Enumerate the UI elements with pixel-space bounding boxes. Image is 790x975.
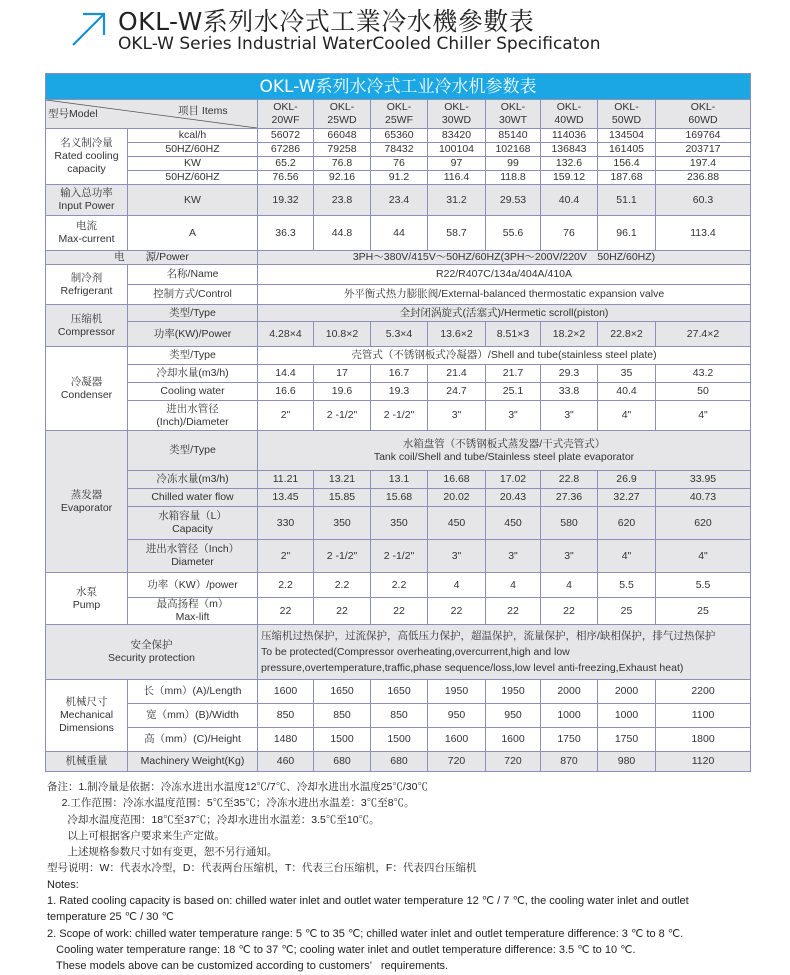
span-cell: 压缩机过热保护，过流保护，高低压力保护，超温保护，流量保护，相序/缺相保护，排气过热保护 To be protected(Compressor overheating,overcurrent,high and low pressure,overtemperature,traffic,phase sequence/loss,low level anti-freezing,Exhaust heat): [258, 625, 751, 680]
value-cell: 27.4×2: [656, 322, 751, 347]
value-cell: 13.21: [314, 471, 371, 489]
table-row: [46, 471, 751, 489]
value-cell: 26.9: [598, 471, 656, 489]
table-row: [46, 728, 751, 752]
value-cell: 460: [258, 752, 314, 772]
item-label: 进出水管径（Inch） Diameter: [128, 540, 258, 573]
value-cell: 1100: [656, 704, 751, 728]
value-cell: 11.21: [258, 471, 314, 489]
item-label: KW: [128, 157, 258, 171]
note-line-cn: 以上可根据客户要求来生产定做。: [47, 829, 225, 842]
value-cell: 33.8: [541, 383, 598, 401]
span-cell: 3PH～380V/415V～50HZ/60HZ(3PH～200V/220V 50HZ/60HZ): [258, 251, 751, 265]
group-label: 机械尺寸 Mechanical Dimensions: [46, 680, 128, 752]
value-cell: 1000: [598, 704, 656, 728]
value-cell: 4: [486, 573, 541, 598]
value-cell: 14.4: [258, 365, 314, 383]
item-label: 冷却水量(m3/h): [128, 365, 258, 383]
span-cell: 外平衡式热力膨胀阀/External-balanced thermostatic expansion valve: [258, 285, 751, 305]
value-cell: 29.3: [541, 365, 598, 383]
value-cell: 1800: [656, 728, 751, 752]
value-cell: 67286: [258, 143, 314, 157]
item-label: 水箱容量（L） Capacity: [128, 507, 258, 540]
header-row: [46, 100, 751, 129]
table-row: [46, 752, 751, 772]
value-cell: 161405: [598, 143, 656, 157]
value-cell: 65.2: [258, 157, 314, 171]
value-cell: 19.6: [314, 383, 371, 401]
table-row: [46, 540, 751, 573]
value-cell: 156.4: [598, 157, 656, 171]
group-label: 电 源/Power: [46, 251, 258, 265]
item-label: 长（mm）(A)/Length: [128, 680, 258, 704]
note-line-cn: 备注：1.制冷量是依据：冷冻水进出水温度12℃/7℃、冷却水进出水温度25℃/30℃: [47, 781, 428, 793]
span-cell: 壳管式（不锈钢板式冷凝器）/Shell and tube(stainless steel plate): [258, 347, 751, 365]
model-header: OKL- 40WD: [541, 100, 598, 129]
value-cell: 96.1: [598, 216, 656, 251]
value-cell: 16.7: [371, 365, 428, 383]
value-cell: 4": [656, 540, 751, 573]
value-cell: 3": [428, 401, 486, 431]
table-row: [46, 383, 751, 401]
value-cell: 5.3×4: [371, 322, 428, 347]
model-label: 型号Model: [48, 108, 98, 120]
value-cell: 17: [314, 365, 371, 383]
value-cell: 22: [258, 598, 314, 625]
value-cell: 16.6: [258, 383, 314, 401]
value-cell: 2 -1/2": [314, 540, 371, 573]
value-cell: 850: [314, 704, 371, 728]
group-label: 水泵 Pump: [46, 573, 128, 625]
table-row: [46, 285, 751, 305]
value-cell: 950: [486, 704, 541, 728]
value-cell: 13.1: [371, 471, 428, 489]
value-cell: 2.2: [314, 573, 371, 598]
model-header: OKL- 30WT: [486, 100, 541, 129]
value-cell: 1650: [371, 680, 428, 704]
value-cell: 50: [656, 383, 751, 401]
value-cell: 76.56: [258, 171, 314, 185]
model-header: OKL- 60WD: [656, 100, 751, 129]
value-cell: 350: [371, 507, 428, 540]
group-label: 压缩机 Compressor: [46, 305, 128, 347]
value-cell: 850: [371, 704, 428, 728]
value-cell: 450: [428, 507, 486, 540]
value-cell: 19.32: [258, 185, 314, 216]
value-cell: 27.36: [541, 489, 598, 507]
value-cell: 620: [656, 507, 751, 540]
value-cell: 58.7: [428, 216, 486, 251]
value-cell: 1500: [314, 728, 371, 752]
table-row: [46, 251, 751, 265]
item-label: Chilled water flow: [128, 489, 258, 507]
model-header: OKL- 25WD: [314, 100, 371, 129]
value-cell: 102168: [486, 143, 541, 157]
value-cell: 24.7: [428, 383, 486, 401]
table-row: [46, 401, 751, 431]
value-cell: 169764: [656, 129, 751, 143]
value-cell: 31.2: [428, 185, 486, 216]
group-label: 冷凝器 Condenser: [46, 347, 128, 431]
note-line-cn: 型号说明：W：代表水冷型，D：代表两台压缩机，T：代表三台压缩机，F：代表四台压缩机: [47, 862, 477, 875]
title-en: OKL-W Series Industrial WaterCooled Chiller Specificaton: [118, 34, 601, 54]
note-line-cn: 冷却水温度范围：18℃至37℃；冷却水进出水温差：3.5℃至10℃。: [47, 813, 380, 826]
value-cell: 100104: [428, 143, 486, 157]
table-row: [46, 680, 751, 704]
value-cell: 78432: [371, 143, 428, 157]
value-cell: 2": [258, 540, 314, 573]
value-cell: 76: [371, 157, 428, 171]
value-cell: 17.02: [486, 471, 541, 489]
value-cell: 92.16: [314, 171, 371, 185]
value-cell: 134504: [598, 129, 656, 143]
value-cell: 720: [486, 752, 541, 772]
note-line-en: temperature 25 ℃ / 30 ℃: [47, 911, 174, 924]
model-header: OKL- 25WF: [371, 100, 428, 129]
table-title: OKL-W系列水冷式工业冷水机参数表: [45, 73, 751, 99]
note-line-en: Notes:: [47, 878, 79, 891]
model-header: OKL- 20WF: [258, 100, 314, 129]
note-line-cn: 上述规格参数尺寸如有变更，恕不另行通知。: [47, 846, 278, 859]
value-cell: 8.51×3: [486, 322, 541, 347]
item-label: kcal/h: [128, 129, 258, 143]
note-line-en: 1. Rated cooling capacity is based on: chilled water inlet and outlet water temperature 12 ℃ / 7 ℃, the cooling water inlet and outlet: [47, 895, 689, 908]
value-cell: 203717: [656, 143, 751, 157]
value-cell: 1750: [541, 728, 598, 752]
value-cell: 2.2: [258, 573, 314, 598]
value-cell: 79258: [314, 143, 371, 157]
table-row: [46, 143, 751, 157]
value-cell: 25: [598, 598, 656, 625]
value-cell: 3": [541, 540, 598, 573]
value-cell: 1000: [541, 704, 598, 728]
table-row: [46, 431, 751, 471]
value-cell: 10.8×2: [314, 322, 371, 347]
value-cell: 1600: [258, 680, 314, 704]
value-cell: 33.95: [656, 471, 751, 489]
value-cell: 1750: [598, 728, 656, 752]
table-row: [46, 598, 751, 625]
value-cell: 40.4: [541, 185, 598, 216]
value-cell: 22.8: [541, 471, 598, 489]
title-cn: OKL-W系列水冷式工業冷水機參數表: [118, 7, 535, 36]
value-cell: 20.02: [428, 489, 486, 507]
span-cell: 水箱盘管（不锈钢板式蒸发器/干式壳管式） Tank coil/Shell and tube/Stainless steel plate evaporator: [258, 431, 751, 471]
value-cell: 1480: [258, 728, 314, 752]
table-row: [46, 129, 751, 143]
item-label: 功率(KW)/Power: [128, 322, 258, 347]
value-cell: 159.12: [541, 171, 598, 185]
value-cell: 65360: [371, 129, 428, 143]
note-line-en: These models above can be customized according to customers’ requirements.: [47, 960, 449, 973]
table-row: [46, 573, 751, 598]
value-cell: 680: [314, 752, 371, 772]
item-label: 名称/Name: [128, 265, 258, 285]
value-cell: 51.1: [598, 185, 656, 216]
model-items-header: [46, 100, 258, 129]
value-cell: 21.4: [428, 365, 486, 383]
value-cell: 23.4: [371, 185, 428, 216]
item-label: 50HZ/60HZ: [128, 171, 258, 185]
value-cell: 19.3: [371, 383, 428, 401]
table-row: [46, 265, 751, 285]
value-cell: 83420: [428, 129, 486, 143]
value-cell: 5.5: [598, 573, 656, 598]
value-cell: 13.6×2: [428, 322, 486, 347]
table-row: [46, 347, 751, 365]
span-cell: 全封闭涡旋式(活塞式)/Hermetic scroll(piston): [258, 305, 751, 322]
item-label: 最高扬程（m） Max-lift: [128, 598, 258, 625]
value-cell: 76.8: [314, 157, 371, 171]
value-cell: 680: [371, 752, 428, 772]
table-row: [46, 185, 751, 216]
value-cell: 22: [486, 598, 541, 625]
value-cell: 3": [486, 540, 541, 573]
item-label: 进出水管径 (Inch)/Diameter: [128, 401, 258, 431]
value-cell: 187.68: [598, 171, 656, 185]
value-cell: 2000: [541, 680, 598, 704]
group-label: 名义制冷量 Rated cooling capacity: [46, 129, 128, 185]
group-label: 输入总功率 Input Power: [46, 185, 128, 216]
value-cell: 22: [428, 598, 486, 625]
value-cell: 870: [541, 752, 598, 772]
value-cell: 13.45: [258, 489, 314, 507]
value-cell: 980: [598, 752, 656, 772]
value-cell: 2 -1/2": [371, 540, 428, 573]
value-cell: 450: [486, 507, 541, 540]
value-cell: 32.27: [598, 489, 656, 507]
value-cell: 18.2×2: [541, 322, 598, 347]
value-cell: 21.7: [486, 365, 541, 383]
value-cell: 113.4: [656, 216, 751, 251]
model-header: OKL- 50WD: [598, 100, 656, 129]
value-cell: 2": [258, 401, 314, 431]
value-cell: 580: [541, 507, 598, 540]
value-cell: 720: [428, 752, 486, 772]
value-cell: 43.2: [656, 365, 751, 383]
value-cell: 35: [598, 365, 656, 383]
value-cell: 44: [371, 216, 428, 251]
value-cell: 3": [486, 401, 541, 431]
value-cell: 29.53: [486, 185, 541, 216]
value-cell: 850: [258, 704, 314, 728]
group-label: 制冷剂 Refrigerant: [46, 265, 128, 305]
item-label: 高（mm）(C)/Height: [128, 728, 258, 752]
value-cell: 22: [541, 598, 598, 625]
table-row: [46, 489, 751, 507]
value-cell: 236.88: [656, 171, 751, 185]
value-cell: 99: [486, 157, 541, 171]
value-cell: 2200: [656, 680, 751, 704]
value-cell: 197.4: [656, 157, 751, 171]
table-row: [46, 625, 751, 680]
value-cell: 2 -1/2": [314, 401, 371, 431]
note-line-en: 2. Scope of work: chilled water temperature range: 5 ℃ to 35 ℃; chilled water inlet and outlet temperature difference: 3 ℃ to 8 ℃.: [47, 927, 684, 940]
table-row: [46, 305, 751, 322]
value-cell: 118.8: [486, 171, 541, 185]
value-cell: 23.8: [314, 185, 371, 216]
value-cell: 20.43: [486, 489, 541, 507]
table-row: [46, 157, 751, 171]
value-cell: 5.5: [656, 573, 751, 598]
item-label: 50HZ/60HZ: [128, 143, 258, 157]
group-label: 安全保护 Security protection: [46, 625, 258, 680]
notes: [47, 779, 767, 975]
value-cell: 22: [314, 598, 371, 625]
item-label: Cooling water: [128, 383, 258, 401]
value-cell: 4.28×4: [258, 322, 314, 347]
item-label: 功率（KW）/power: [128, 573, 258, 598]
value-cell: 66048: [314, 129, 371, 143]
value-cell: 2.2: [371, 573, 428, 598]
item-label: KW: [128, 185, 258, 216]
value-cell: 114036: [541, 129, 598, 143]
item-label: Machinery Weight(Kg): [128, 752, 258, 772]
value-cell: 1500: [371, 728, 428, 752]
value-cell: 56072: [258, 129, 314, 143]
item-label: 宽（mm）(B)/Width: [128, 704, 258, 728]
value-cell: 40.4: [598, 383, 656, 401]
value-cell: 55.6: [486, 216, 541, 251]
value-cell: 1600: [486, 728, 541, 752]
spec-table-wrap: [45, 73, 751, 772]
value-cell: 116.4: [428, 171, 486, 185]
value-cell: 950: [428, 704, 486, 728]
item-label: 冷冻水量(m3/h): [128, 471, 258, 489]
note-line-cn: 2.工作范围：冷冻水温度范围：5℃至35℃；冷冻水进出水温差：3℃至8℃。: [47, 797, 415, 810]
item-label: 类型/Type: [128, 305, 258, 322]
spec-table: [45, 99, 751, 772]
value-cell: 2 -1/2": [371, 401, 428, 431]
table-row: [46, 704, 751, 728]
value-cell: 76: [541, 216, 598, 251]
item-label: 类型/Type: [128, 347, 258, 365]
value-cell: 25: [656, 598, 751, 625]
span-cell: R22/R407C/134a/404A/410A: [258, 265, 751, 285]
model-header: OKL- 30WD: [428, 100, 486, 129]
value-cell: 136843: [541, 143, 598, 157]
value-cell: 16.68: [428, 471, 486, 489]
value-cell: 85140: [486, 129, 541, 143]
table-row: [46, 507, 751, 540]
value-cell: 4: [428, 573, 486, 598]
value-cell: 44.8: [314, 216, 371, 251]
value-cell: 22.8×2: [598, 322, 656, 347]
item-label: A: [128, 216, 258, 251]
value-cell: 132.6: [541, 157, 598, 171]
value-cell: 4": [656, 401, 751, 431]
group-label: 电流 Max-current: [46, 216, 128, 251]
value-cell: 1120: [656, 752, 751, 772]
item-label: 控制方式/Control: [128, 285, 258, 305]
value-cell: 22: [371, 598, 428, 625]
table-row: [46, 322, 751, 347]
value-cell: 1950: [486, 680, 541, 704]
value-cell: 40.73: [656, 489, 751, 507]
value-cell: 2000: [598, 680, 656, 704]
value-cell: 4: [541, 573, 598, 598]
value-cell: 15.68: [371, 489, 428, 507]
value-cell: 1600: [428, 728, 486, 752]
group-label: 蒸发器 Evaporator: [46, 431, 128, 573]
item-label: 类型/Type: [128, 431, 258, 471]
value-cell: 350: [314, 507, 371, 540]
value-cell: 4": [598, 540, 656, 573]
table-row: [46, 365, 751, 383]
value-cell: 1950: [428, 680, 486, 704]
group-label: 机械重量: [46, 752, 128, 772]
table-row: [46, 216, 751, 251]
items-label: 项目 Items: [178, 105, 228, 117]
value-cell: 15.85: [314, 489, 371, 507]
note-line-en: Cooling water temperature range: 18 ℃ to 37 ℃; cooling water inlet and outlet temperature difference: 3.5 ℃ to 10 ℃.: [47, 943, 636, 956]
arrow-up-right-icon: [70, 8, 110, 48]
value-cell: 36.3: [258, 216, 314, 251]
value-cell: 25.1: [486, 383, 541, 401]
value-cell: 60.3: [656, 185, 751, 216]
value-cell: 91.2: [371, 171, 428, 185]
value-cell: 97: [428, 157, 486, 171]
value-cell: 3": [428, 540, 486, 573]
value-cell: 620: [598, 507, 656, 540]
value-cell: 330: [258, 507, 314, 540]
table-row: [46, 171, 751, 185]
value-cell: 3": [541, 401, 598, 431]
value-cell: 4": [598, 401, 656, 431]
value-cell: 1650: [314, 680, 371, 704]
